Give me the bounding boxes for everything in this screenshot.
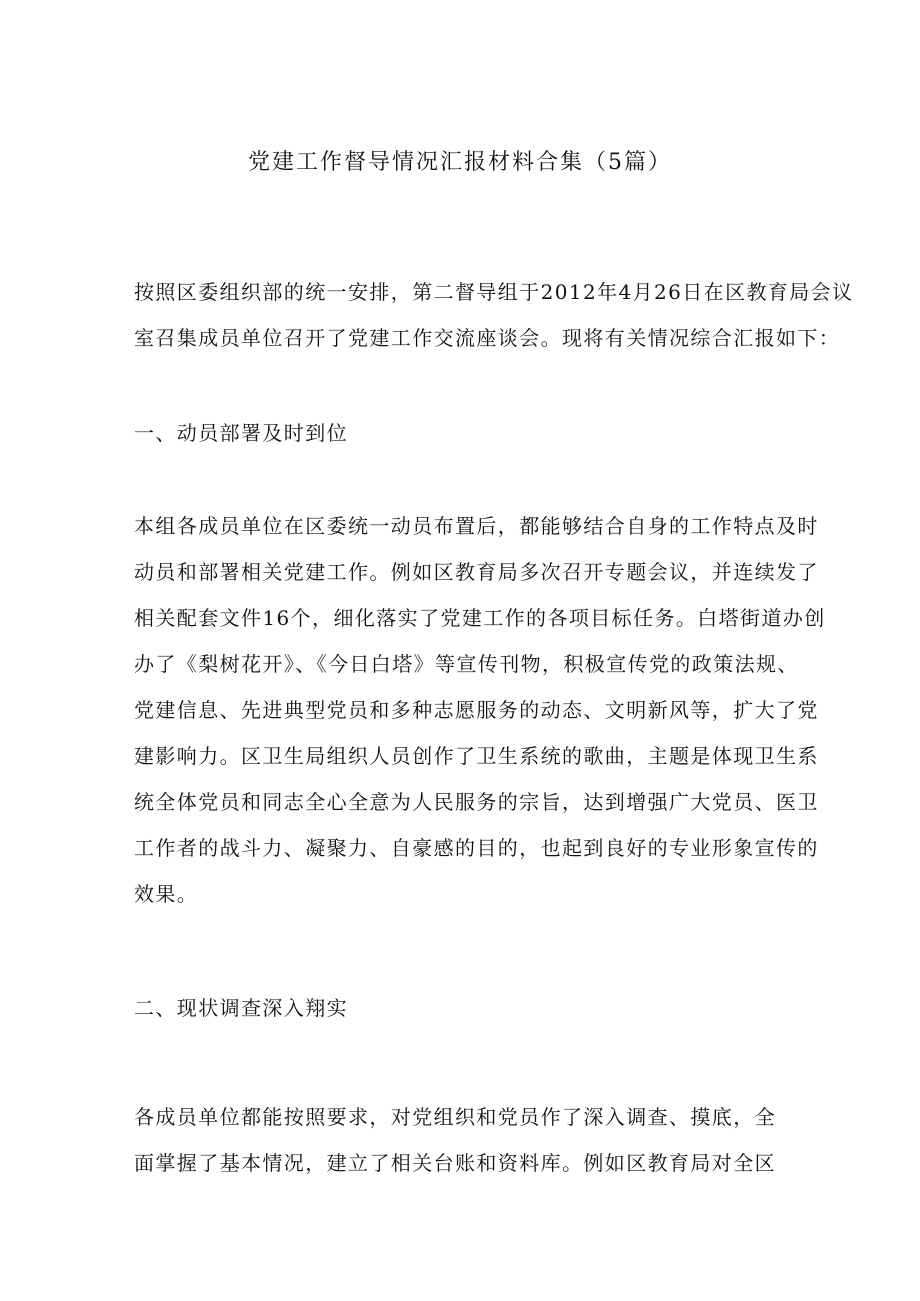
paragraph-line: 各成员单位都能按照要求，对党组织和党员作了深入调查、摸底，全 xyxy=(134,1105,776,1129)
paragraph-line: 面掌握了基本情况，建立了相关台账和资料库。例如区教育局对全区 xyxy=(134,1151,776,1175)
paragraph-line: 相关配套文件16个，细化落实了党建工作的各项目标任务。白塔街道办创 xyxy=(134,606,826,630)
section-heading-1: 一、动员部署及时到位 xyxy=(134,421,348,445)
paragraph-line: 按照区委组织部的统一安排，第二督导组于2012年4月26日在区教育局会议 xyxy=(134,280,854,304)
paragraph-line: 建影响力。区卫生局组织人员创作了卫生系统的歌曲，主题是体现卫生系 xyxy=(134,744,819,768)
section-heading-2: 二、现状调查深入翔实 xyxy=(134,996,348,1020)
paragraph-line: 动员和部署相关党建工作。例如区教育局多次召开专题会议，并连续发了 xyxy=(134,560,819,584)
section-2-paragraph xyxy=(134,1094,794,1186)
intro-paragraph xyxy=(134,269,854,361)
paragraph-line: 党建信息、先进典型党员和多种志愿服务的动态、文明新风等，扩大了党 xyxy=(134,698,819,722)
paragraph-line: 办了《梨树花开》、《今日白塔》等宣传刊物，积极宣传党的政策法规、 xyxy=(134,652,799,676)
paragraph-line: 室召集成员单位召开了党建工作交流座谈会。现将有关情况综合汇报如下： xyxy=(134,326,841,350)
document-title: 党建工作督导情况汇报材料合集（5篇） xyxy=(248,150,672,175)
paragraph-line: 工作者的战斗力、凝聚力、自豪感的目的，也起到良好的专业形象宣传的 xyxy=(134,836,819,860)
paragraph-line: 本组各成员单位在区委统一动员布置后，都能够结合自身的工作特点及时 xyxy=(134,514,819,538)
section-1-paragraph xyxy=(134,503,826,917)
paragraph-line: 统全体党员和同志全心全意为人民服务的宗旨，达到增强广大党员、医卫 xyxy=(134,790,819,814)
paragraph-line: 效果。 xyxy=(134,882,199,906)
